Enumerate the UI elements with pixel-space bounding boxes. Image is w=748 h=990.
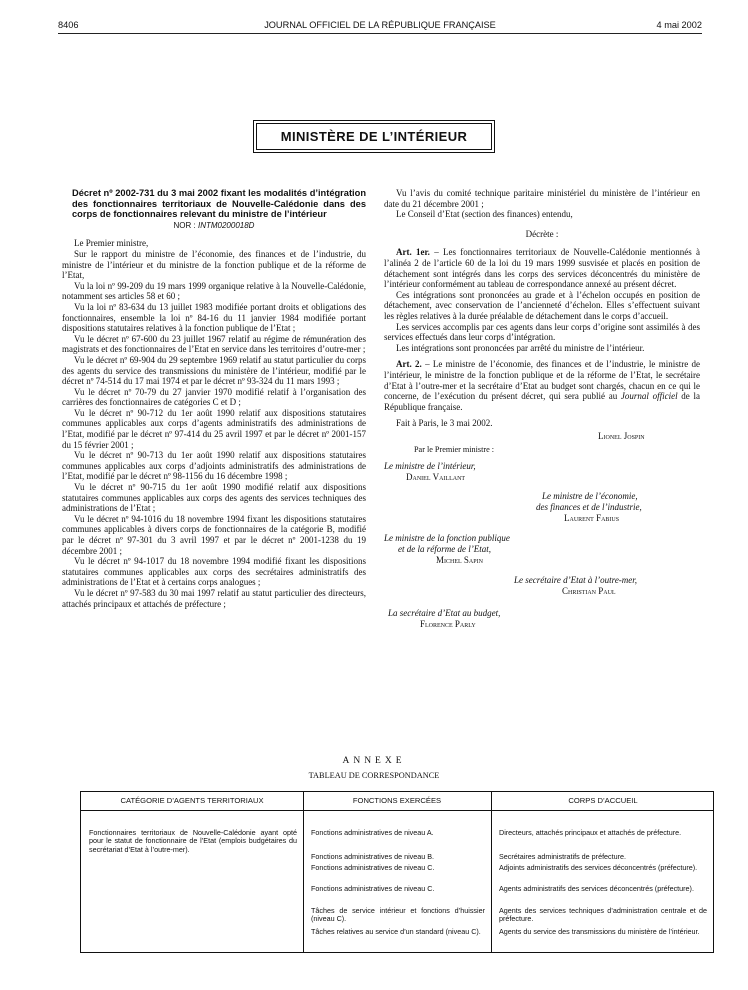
article-1-para: Ces intégrations sont prononcées au grade et à l’échelon occupés en position de détachement, avec conservation de l’ancienneté d’échelon. Elles s’effectuent suivant les règles relatives à la durée préalable de détachement dans le corps d’accueil. <box>384 289 700 321</box>
fonction-cell: Fonctions administratives de niveau A. <box>311 828 434 837</box>
correspondence-table <box>80 791 714 953</box>
journal-officiel-italic: Journal officiel <box>620 391 678 402</box>
preamble-para: Sur le rapport du ministre de l’économie, des finances et de l’industrie, du ministre de l’intérieur et du ministre de la fonction publique et de la réforme de l’Etat, <box>62 248 366 281</box>
interieur-title: Le ministre de l’intérieur, <box>384 460 476 471</box>
economie-name: Laurent Fabius <box>564 512 620 523</box>
article-1-label: Art. 1er. <box>396 247 430 258</box>
issue-date: 4 mai 2002 <box>656 20 702 30</box>
preamble-para: Vu le décret nº 70-79 du 27 janvier 1970 modifié relatif à l’organisation des carrières des fonctionnaires de catégories C et D ; <box>62 386 366 408</box>
preamble-para: Vu le décret nº 97-583 du 30 mai 1997 relatif au statut particulier des directeurs, attachés principaux et attachés de préfecture ; <box>62 587 366 609</box>
by-pm: Par le Premier ministre : <box>414 444 495 454</box>
fonction-cell: Tâches de service intérieur et fonctions d’huissier (niveau C). <box>311 906 485 924</box>
corps-cell: Adjoints administratifs des services déconcentrés (préfecture). <box>499 863 698 872</box>
article-1-text: – Les fonctionnaires territoriaux de Nouvelle-Calédonie mentionnés à l’alinéa 2 de l’article 60 de la loi du 19 mars 1999 susvisée et placés en position de détachement sont intégrés dans les corps des services déconcentrés du ministère de l’intérieur conformément au tableau de correspondance annexé au présent décret. <box>384 247 701 290</box>
corps-cell: Agents du service des transmissions du ministère de l’intérieur. <box>499 927 700 936</box>
budget-title: La secrétaire d’Etat au budget, <box>388 607 501 618</box>
header-divider <box>81 810 713 811</box>
done-at: Fait à Paris, le 3 mai 2002. <box>396 418 493 429</box>
annexe-title: ANNEXE <box>342 756 406 766</box>
page-number: 8406 <box>58 20 79 30</box>
economie-title-2: des finances et de l’industrie, <box>536 501 642 512</box>
preamble-para: Vu le décret nº 67-600 du 23 juillet 1967 relatif au régime de rémunération des magistrats et des fonctionnaires de l’Etat en service dans les territoires d’outre-mer ; <box>62 333 366 355</box>
article-1-para: Les services accomplis par ces agents dans leur corps d’origine sont assimilés à des services effectués dans leur corps d’intégration. <box>384 321 700 343</box>
article-1 <box>384 247 700 289</box>
nor-reference <box>62 221 366 232</box>
corps-cell: Secrétaires administratifs de préfecture. <box>499 852 627 861</box>
fonction-cell: Fonctions administratives de niveau C. <box>311 884 435 893</box>
article-2-text-end: de la République française. <box>384 391 700 412</box>
header-rule <box>58 33 702 34</box>
header-category: CATÉGORIE D’AGENTS TERRITORIAUX <box>120 796 264 805</box>
economie-title-1: Le ministre de l’économie, <box>542 490 638 501</box>
decrete-heading: Décrète : <box>525 228 559 239</box>
preamble-para: Le Premier ministre, <box>74 238 149 249</box>
preamble-para: Vu le décret nº 94-1017 du 18 novembre 1994 modifié fixant les dispositions statutaires communes applicables aux corps des secrétaires administratifs des administrations de l’Etat et à certains corps analogues ; <box>62 556 366 588</box>
nor-label: NOR : <box>173 220 196 230</box>
preamble-para: Vu le décret nº 69-904 du 29 septembre 1969 relatif au statut particulier du corps des agents du service des transmissions du ministère de l’intérieur, modifié par le décret nº 74-514 du 17 mai 1974 et par le décret nº 93-324 du 11 mars 1993 ; <box>62 354 366 387</box>
preamble-para: Vu le décret nº 90-712 du 1er août 1990 relatif aux dispositions statutaires communes applicables aux corps d’agents administratifs des administrations de l’Etat, modifié par le décret nº 97-414 du 25 avril 1997 et par le décret nº 2001-157 du 15 février 2001 ; <box>62 407 366 450</box>
article-2-label: Art. 2. <box>396 359 422 370</box>
ministry-title: MINISTÈRE DE L’INTÉRIEUR <box>256 123 492 150</box>
fonction-name: Michel Sapin <box>436 554 483 565</box>
preamble-para: Vu le décret nº 94-1016 du 18 novembre 1994 fixant les dispositions statutaires communes applicables à divers corps de fonctionnaires de la catégorie B, modifié par le décret nº 97-301 du 3 avril 1997 et par le décret nº 2001-1238 du 19 décembre 2001 ; <box>62 513 366 556</box>
outremer-title: Le secrétaire d’Etat à l’outre-mer, <box>514 574 638 585</box>
interieur-name: Daniel Vaillant <box>406 471 466 482</box>
fonction-cell: Fonctions administratives de niveau B. <box>311 852 435 861</box>
category-cell: Fonctionnaires territoriaux de Nouvelle-Calédonie ayant opté pour le statut de fonctionnaire de l’Etat (emplois budgétaires du secrétariat d’Etat à l’outre-mer). <box>89 828 297 854</box>
budget-name: Florence Parly <box>420 618 476 629</box>
pm-name: Lionel Jospin <box>598 430 645 441</box>
ministry-box <box>253 120 495 153</box>
fonction-title-1: Le ministre de la fonction publique <box>384 532 510 543</box>
fonction-title-2: et de la réforme de l’Etat, <box>398 543 491 554</box>
preamble-para: Le Conseil d’Etat (section des finances) entendu, <box>396 209 573 220</box>
page-header <box>58 20 702 34</box>
journal-title: JOURNAL OFFICIEL DE LA RÉPUBLIQUE FRANÇAISE <box>264 20 496 30</box>
left-column <box>62 188 366 609</box>
preamble-para: Vu le décret nº 90-715 du 1er août 1990 modifié relatif aux dispositions statutaires communes applicables aux corps des agents des services techniques des administrations de l’Etat ; <box>62 482 366 514</box>
corps-cell: Directeurs, attachés principaux et attachés de préfecture. <box>499 828 682 837</box>
nor-code: INTM0200018D <box>197 220 255 230</box>
right-column <box>384 188 700 689</box>
article-1-para: Les intégrations sont prononcées par arrêté du ministre de l’intérieur. <box>396 342 645 353</box>
signatures <box>384 429 700 689</box>
article-2-text: – Le ministre de l’économie, des finances et de l’industrie, le ministre de l’intérieur, le ministre de la fonction publique et de la réforme de l’Etat, le secrétaire d’Etat à l’outre-mer et la secrétaire d’Etat au budget sont chargés, chacun en ce qui le concerne, de l’exécution du présent décret, qui sera publié au <box>384 359 700 402</box>
preamble-para: Vu la loi nº 99-209 du 19 mars 1999 organique relative à la Nouvelle-Calédonie, notamment ses articles 58 et 60 ; <box>62 280 366 302</box>
fonction-cell: Fonctions administratives de niveau C. <box>311 863 435 872</box>
column-divider <box>491 792 492 952</box>
preamble-para: Vu la loi nº 83-634 du 13 juillet 1983 modifiée portant droits et obligations des fonctionnaires, ensemble la loi nº 84-16 du 11 janvier 1984 modifiée portant dispositions statutaires relatives à la fonction publique de l’Etat ; <box>62 301 366 334</box>
header-corps: CORPS D’ACCUEIL <box>568 796 638 805</box>
article-2 <box>384 359 700 412</box>
column-divider <box>303 792 304 952</box>
corps-cell: Agents des services techniques d’administration centrale et de préfecture. <box>499 906 707 924</box>
outremer-name: Christian Paul <box>562 585 616 596</box>
header-fonctions: FONCTIONS EXERCÉES <box>352 796 442 805</box>
preamble-para: Vu le décret nº 90-713 du 1er août 1990 relatif aux dispositions statutaires communes applicables aux corps d’adjoints administratifs des administrations de l’Etat, modifié par le décret nº 98-1156 du 16 décembre 1998 ; <box>62 450 366 482</box>
table-title: TABLEAU DE CORRESPONDANCE <box>308 771 440 780</box>
preamble-para: Vu l’avis du comité technique paritaire ministériel du ministère de l’intérieur en date du 21 décembre 2001 ; <box>384 188 700 209</box>
fonction-cell: Tâches relatives au service d’un standard (niveau C). <box>311 927 481 936</box>
corps-cell: Agents administratifs des services déconcentrés (préfecture). <box>499 884 694 893</box>
decree-title: Décret nº 2002-731 du 3 mai 2002 fixant les modalités d’intégration des fonctionnaires territoriaux de Nouvelle-Calédonie dans des corps de fonctionnaires relevant du ministre de l’intérieur <box>72 188 366 220</box>
